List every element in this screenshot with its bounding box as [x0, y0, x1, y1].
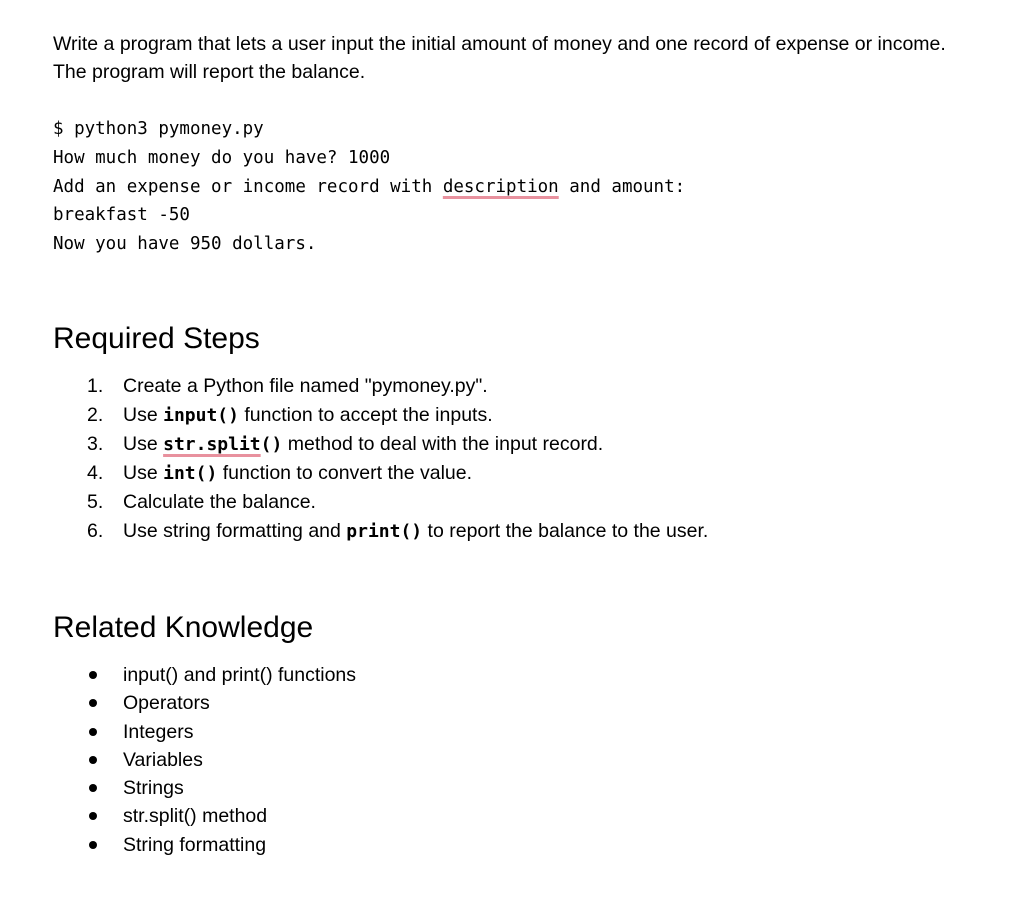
step-item [53, 459, 708, 488]
step-text-after: to report the balance to the user. [422, 520, 709, 542]
related-knowledge-heading: Related Knowledge [53, 611, 314, 644]
step-number: 6. [87, 520, 104, 542]
step-text: Create a Python file named "pymoney.py". [123, 375, 488, 397]
bullet-dot-icon [89, 699, 97, 707]
step-text-before: Use [123, 404, 164, 426]
bullet-dot-icon [89, 728, 97, 736]
bullet-dot-icon [89, 671, 97, 679]
knowledge-item [53, 774, 356, 802]
terminal-command-line: $ python3 pymoney.py [53, 119, 264, 139]
knowledge-item [53, 689, 356, 717]
knowledge-item-text: Variables [123, 748, 203, 771]
required-steps-list [53, 372, 708, 546]
knowledge-item-text: String formatting [123, 833, 267, 856]
knowledge-item-text: str.split() method [123, 805, 268, 828]
terminal-user-input: breakfast -50 [53, 205, 190, 226]
knowledge-item [53, 831, 356, 859]
knowledge-item [53, 746, 356, 774]
terminal-prompt-money: How much money do you have? 1000 [53, 147, 391, 168]
terminal-prompt-record-start: Add an expense or income record with [53, 176, 443, 197]
bullet-dot-icon [89, 841, 97, 849]
bullet-dot-icon [89, 784, 97, 792]
knowledge-item-text: input() and print() functions [123, 664, 357, 686]
step-text-after: method to deal with the input record. [282, 433, 604, 455]
terminal-prompt-record-end: and amount: [558, 176, 686, 197]
step-text-before: Use [123, 433, 164, 455]
step-item [53, 430, 708, 459]
step-code-spellcheck: str.split [163, 434, 261, 455]
bullet-dot-icon [89, 756, 97, 764]
step-text-before: Use [123, 462, 164, 484]
step-text-before: Use string formatting and [123, 520, 347, 542]
bullet-dot-icon [89, 812, 97, 820]
step-item [53, 372, 708, 401]
step-text-after: function to accept the inputs. [238, 404, 493, 426]
intro-paragraph: Write a program that lets a user input the initial amount of money and one record of expense or income. The program will report the balance. [53, 33, 946, 83]
step-number: 1. [87, 375, 104, 397]
knowledge-item-text: Strings [123, 777, 184, 800]
step-code: int() [163, 463, 218, 484]
step-text-after: function to convert the value. [217, 462, 473, 484]
knowledge-item [53, 802, 356, 830]
step-number: 4. [87, 462, 104, 484]
knowledge-item [53, 718, 356, 746]
step-code: print() [346, 521, 423, 542]
terminal-result-line: Now you have 950 dollars. [53, 234, 317, 255]
step-item [53, 401, 708, 430]
step-number: 5. [87, 491, 104, 513]
terminal-example [53, 115, 685, 259]
step-number: 3. [87, 433, 104, 455]
step-item [53, 517, 708, 546]
step-number: 2. [87, 404, 104, 426]
step-code-parens: () [260, 434, 283, 455]
terminal-prompt-record [53, 173, 685, 202]
knowledge-item-text: Integers [123, 720, 194, 743]
related-knowledge-list [53, 661, 356, 859]
spellcheck-underlined-word: description [442, 176, 559, 197]
step-item [53, 488, 708, 517]
required-steps-heading: Required Steps [53, 322, 260, 355]
step-text: Calculate the balance. [123, 491, 316, 513]
knowledge-item [53, 661, 356, 689]
knowledge-item-text: Operators [123, 692, 210, 715]
step-code: input() [163, 405, 239, 426]
